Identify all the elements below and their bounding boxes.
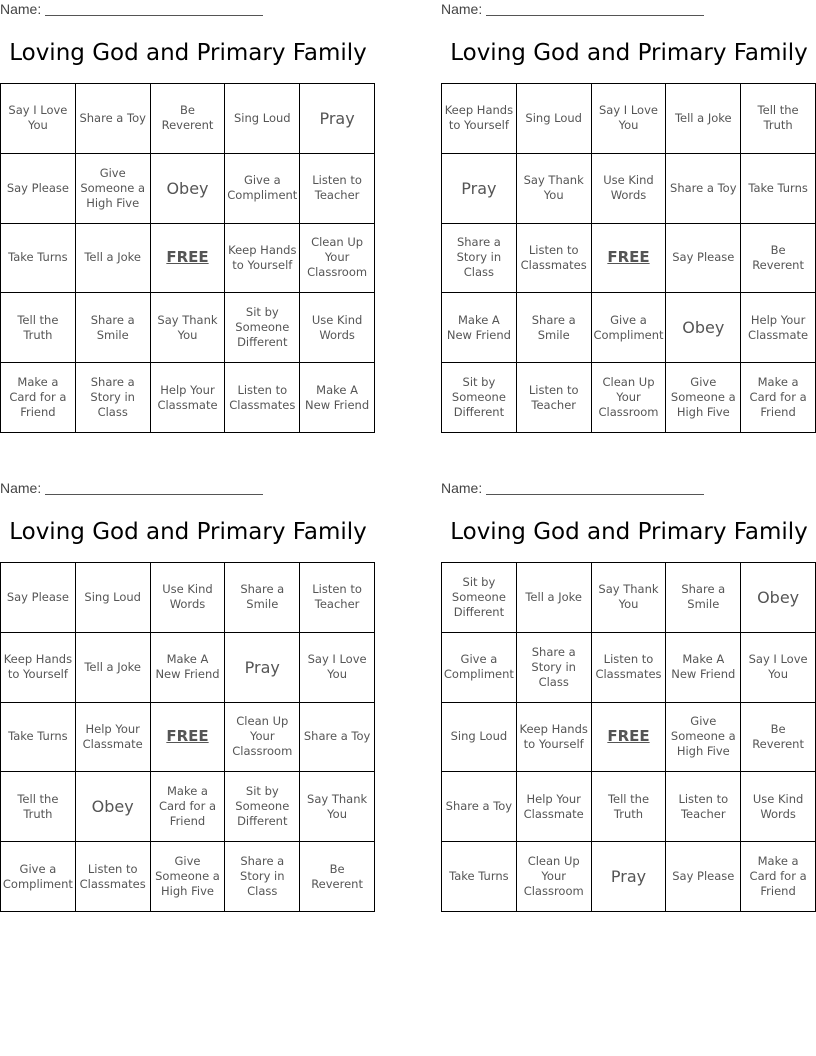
name-field (441, 1, 704, 17)
bingo-cell: Tell the Truth (1, 293, 76, 363)
bingo-cell: Use Kind Words (151, 563, 226, 633)
free-space: FREE (151, 703, 226, 773)
bingo-cell: Give a Compliment (1, 842, 76, 912)
bingo-cell: Be Reverent (741, 703, 816, 773)
bingo-cell: Listen to Classmates (517, 224, 592, 294)
bingo-cell: Make a Card for a Friend (741, 363, 816, 433)
bingo-cell: Make A New Friend (151, 633, 226, 703)
bingo-cell: Say Please (1, 154, 76, 224)
bingo-cell: Tell a Joke (517, 563, 592, 633)
bingo-cell: Say I Love You (1, 84, 76, 154)
bingo-cell: Keep Hands to Yourself (517, 703, 592, 773)
bingo-cell: Clean Up Your Classroom (300, 224, 375, 294)
bingo-cell: Sing Loud (225, 84, 300, 154)
bingo-cell: Take Turns (741, 154, 816, 224)
bingo-grid (441, 562, 816, 912)
name-blank-line (486, 494, 704, 495)
bingo-cell: Be Reverent (151, 84, 226, 154)
bingo-cell: Listen to Teacher (666, 772, 741, 842)
bingo-cell: Sit by Someone Different (442, 363, 517, 433)
bingo-cell: Pray (592, 842, 667, 912)
bingo-cell: Pray (225, 633, 300, 703)
bingo-cell: Make a Card for a Friend (151, 772, 226, 842)
card-title: Loving God and Primary Family (9, 519, 367, 545)
bingo-cell: Take Turns (1, 224, 76, 294)
bingo-cell: Use Kind Words (300, 293, 375, 363)
bingo-cell: Take Turns (1, 703, 76, 773)
bingo-cell: Say Thank You (517, 154, 592, 224)
bingo-cell: Say Thank You (151, 293, 226, 363)
card-title: Loving God and Primary Family (450, 40, 808, 66)
bingo-cell: Help Your Classmate (76, 703, 151, 773)
bingo-cell: Obey (76, 772, 151, 842)
bingo-cell: Clean Up Your Classroom (517, 842, 592, 912)
bingo-cell: Listen to Teacher (517, 363, 592, 433)
bingo-cell: Obey (666, 293, 741, 363)
name-label: Name: (441, 480, 483, 496)
bingo-cell: Say I Love You (300, 633, 375, 703)
bingo-cell: Pray (300, 84, 375, 154)
bingo-cell: Clean Up Your Classroom (225, 703, 300, 773)
bingo-cell: Say Please (666, 224, 741, 294)
bingo-cell: Say Thank You (300, 772, 375, 842)
bingo-cell: Tell a Joke (76, 224, 151, 294)
bingo-cell: Share a Smile (225, 563, 300, 633)
bingo-cell: Sit by Someone Different (442, 563, 517, 633)
bingo-cell: Help Your Classmate (741, 293, 816, 363)
bingo-cell: Obey (151, 154, 226, 224)
bingo-cell: Listen to Teacher (300, 563, 375, 633)
bingo-cell: Sing Loud (442, 703, 517, 773)
name-label: Name: (441, 1, 483, 17)
bingo-cell: Give Someone a High Five (151, 842, 226, 912)
card-title: Loving God and Primary Family (9, 40, 367, 66)
bingo-cell: Say I Love You (592, 84, 667, 154)
bingo-cell: Give Someone a High Five (666, 363, 741, 433)
bingo-cell: Say Please (1, 563, 76, 633)
bingo-cell: Make A New Friend (442, 293, 517, 363)
bingo-cell: Share a Story in Class (517, 633, 592, 703)
bingo-cell: Tell a Joke (76, 633, 151, 703)
bingo-cell: Keep Hands to Yourself (225, 224, 300, 294)
bingo-cell: Share a Toy (666, 154, 741, 224)
bingo-cell: Share a Story in Class (442, 224, 517, 294)
bingo-cell: Say Thank You (592, 563, 667, 633)
bingo-cell: Use Kind Words (741, 772, 816, 842)
bingo-cell: Sing Loud (76, 563, 151, 633)
name-label: Name: (0, 1, 42, 17)
bingo-cell: Share a Toy (300, 703, 375, 773)
name-field (0, 480, 263, 496)
bingo-cell: Say Please (666, 842, 741, 912)
bingo-cell: Take Turns (442, 842, 517, 912)
name-blank-line (45, 15, 263, 16)
bingo-cell: Share a Story in Class (225, 842, 300, 912)
bingo-grid (0, 562, 375, 912)
free-space: FREE (151, 224, 226, 294)
bingo-cell: Be Reverent (300, 842, 375, 912)
name-label: Name: (0, 480, 42, 496)
bingo-cell: Sit by Someone Different (225, 772, 300, 842)
bingo-cell: Give a Compliment (592, 293, 667, 363)
bingo-cell: Listen to Classmates (225, 363, 300, 433)
bingo-cell: Tell the Truth (1, 772, 76, 842)
bingo-cell: Use Kind Words (592, 154, 667, 224)
bingo-cell: Help Your Classmate (151, 363, 226, 433)
card-title: Loving God and Primary Family (450, 519, 808, 545)
bingo-cell: Clean Up Your Classroom (592, 363, 667, 433)
bingo-cell: Listen to Classmates (592, 633, 667, 703)
name-field (0, 1, 263, 17)
bingo-cell: Listen to Teacher (300, 154, 375, 224)
bingo-cell: Listen to Classmates (76, 842, 151, 912)
bingo-cell: Be Reverent (741, 224, 816, 294)
bingo-cell: Make a Card for a Friend (741, 842, 816, 912)
bingo-cell: Give Someone a High Five (76, 154, 151, 224)
bingo-cell: Share a Smile (517, 293, 592, 363)
bingo-cell: Share a Smile (76, 293, 151, 363)
bingo-cell: Share a Toy (442, 772, 517, 842)
bingo-cell: Tell the Truth (741, 84, 816, 154)
bingo-cell: Keep Hands to Yourself (442, 84, 517, 154)
bingo-cell: Share a Smile (666, 563, 741, 633)
bingo-cell: Make A New Friend (666, 633, 741, 703)
bingo-cell: Obey (741, 563, 816, 633)
bingo-cell: Share a Toy (76, 84, 151, 154)
bingo-cell: Share a Story in Class (76, 363, 151, 433)
bingo-grid (0, 83, 375, 433)
bingo-cell: Give Someone a High Five (666, 703, 741, 773)
bingo-cell: Tell the Truth (592, 772, 667, 842)
bingo-cell: Give a Compliment (225, 154, 300, 224)
free-space: FREE (592, 703, 667, 773)
bingo-cell: Say I Love You (741, 633, 816, 703)
bingo-cell: Make a Card for a Friend (1, 363, 76, 433)
name-blank-line (45, 494, 263, 495)
bingo-grid (441, 83, 816, 433)
bingo-cell: Give a Compliment (442, 633, 517, 703)
bingo-cell: Sing Loud (517, 84, 592, 154)
name-field (441, 480, 704, 496)
bingo-cell: Tell a Joke (666, 84, 741, 154)
bingo-cell: Help Your Classmate (517, 772, 592, 842)
name-blank-line (486, 15, 704, 16)
free-space: FREE (592, 224, 667, 294)
bingo-cell: Pray (442, 154, 517, 224)
bingo-cell: Keep Hands to Yourself (1, 633, 76, 703)
bingo-cell: Sit by Someone Different (225, 293, 300, 363)
bingo-cell: Make A New Friend (300, 363, 375, 433)
